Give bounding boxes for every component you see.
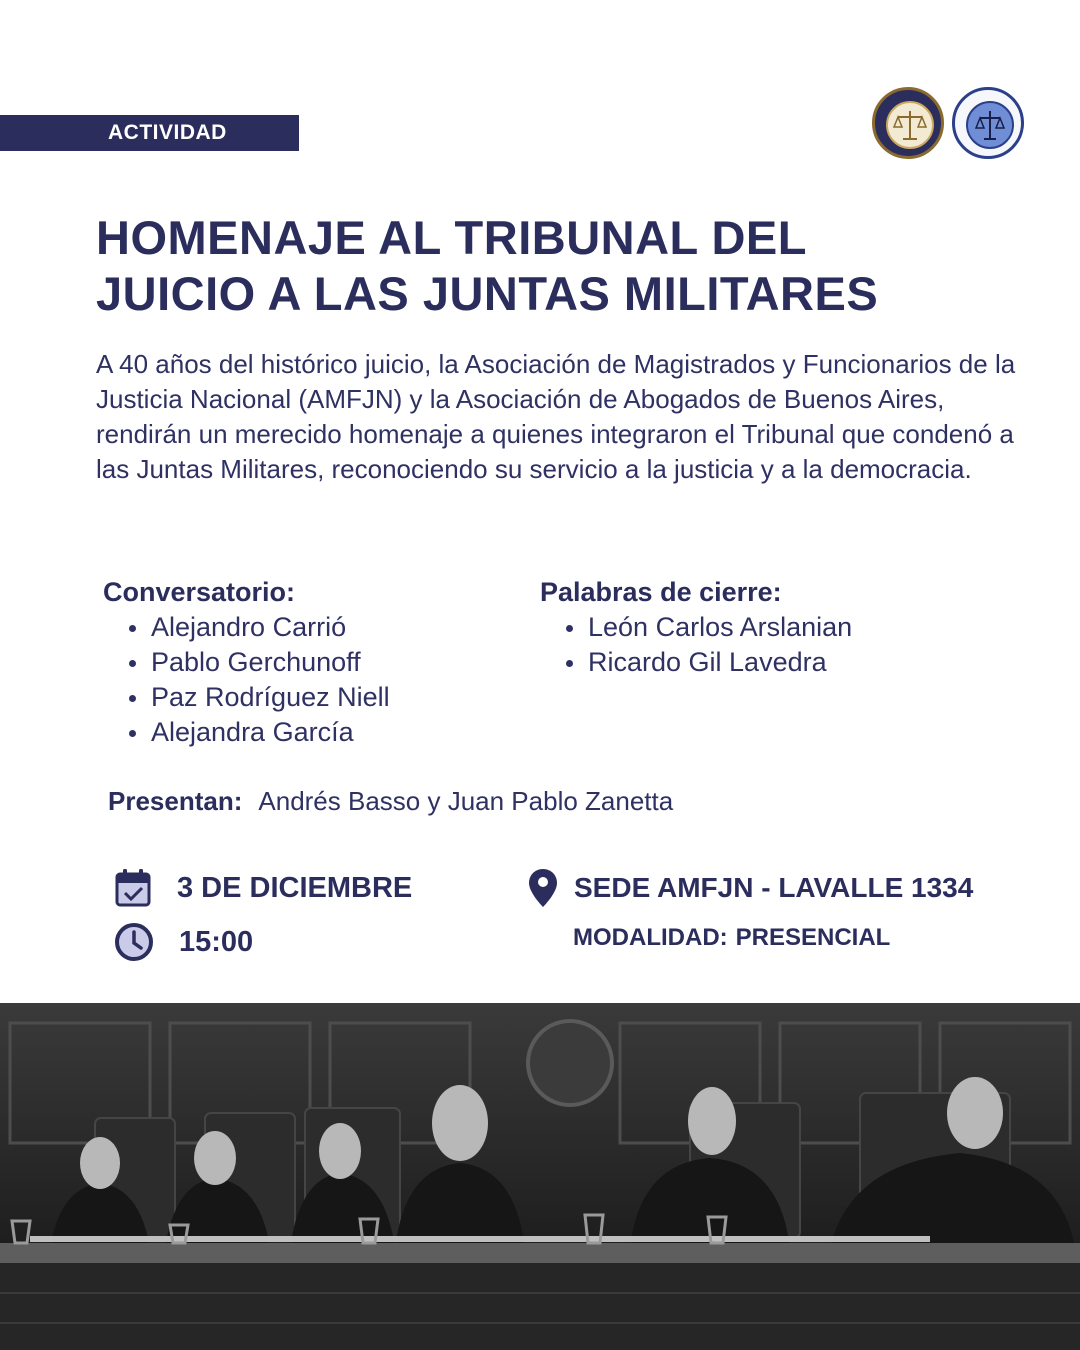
logos	[872, 87, 1027, 161]
presentan-value: Andrés Basso y Juan Pablo Zanetta	[258, 786, 674, 816]
event-modality	[573, 924, 890, 952]
event-location-text: SEDE AMFJN - LAVALLE 1334	[574, 872, 974, 903]
modality-label: MODALIDAD:	[573, 924, 728, 951]
cierre-label: Palabras de cierre:	[540, 577, 782, 607]
list-item: Alejandra García	[103, 715, 390, 750]
event-date	[114, 868, 412, 908]
page-title	[96, 210, 1056, 322]
clock-icon	[114, 922, 154, 962]
list-item: Pablo Gerchunoff	[103, 645, 390, 680]
presentan	[108, 784, 673, 819]
abogados-seal-icon	[952, 87, 1024, 159]
conversatorio-section	[103, 575, 390, 750]
event-time-text: 15:00	[179, 925, 254, 958]
title-line-1: HOMENAJE AL TRIBUNAL DEL	[96, 211, 807, 264]
title-line-2: JUICIO A LAS JUNTAS MILITARES	[96, 267, 879, 320]
cierre-section	[540, 575, 852, 680]
intro-text: A 40 años del histórico juicio, la Asociación de Magistrados y Funcionarios de la Justicia Nacional (AMFJN) y la Asociación de Abogados de Buenos Aires, rendirán un merecido homenaje a quienes integraron el Tribunal que condenó a las Juntas Militares, reconociendo su servicio a la justicia y a la democracia.	[96, 349, 1016, 484]
modality-value: PRESENCIAL	[735, 924, 891, 951]
cierre-list	[540, 610, 852, 680]
location-pin-icon	[528, 868, 558, 908]
conversatorio-label: Conversatorio:	[103, 577, 296, 607]
event-location	[528, 868, 973, 908]
event-date-text: 3 DE DICIEMBRE	[177, 871, 413, 904]
conversatorio-list	[103, 610, 390, 750]
calendar-icon	[114, 868, 152, 908]
presentan-label: Presentan:	[108, 786, 243, 816]
list-item: Alejandro Carrió	[103, 610, 390, 645]
list-item: Ricardo Gil Lavedra	[540, 645, 852, 680]
list-item: León Carlos Arslanian	[540, 610, 852, 645]
list-item: Paz Rodríguez Niell	[103, 680, 390, 715]
tribunal-photo	[0, 1003, 1080, 1350]
activity-tag: ACTIVIDAD	[0, 115, 299, 151]
amfjn-seal-icon	[872, 87, 944, 159]
event-time	[114, 922, 253, 962]
